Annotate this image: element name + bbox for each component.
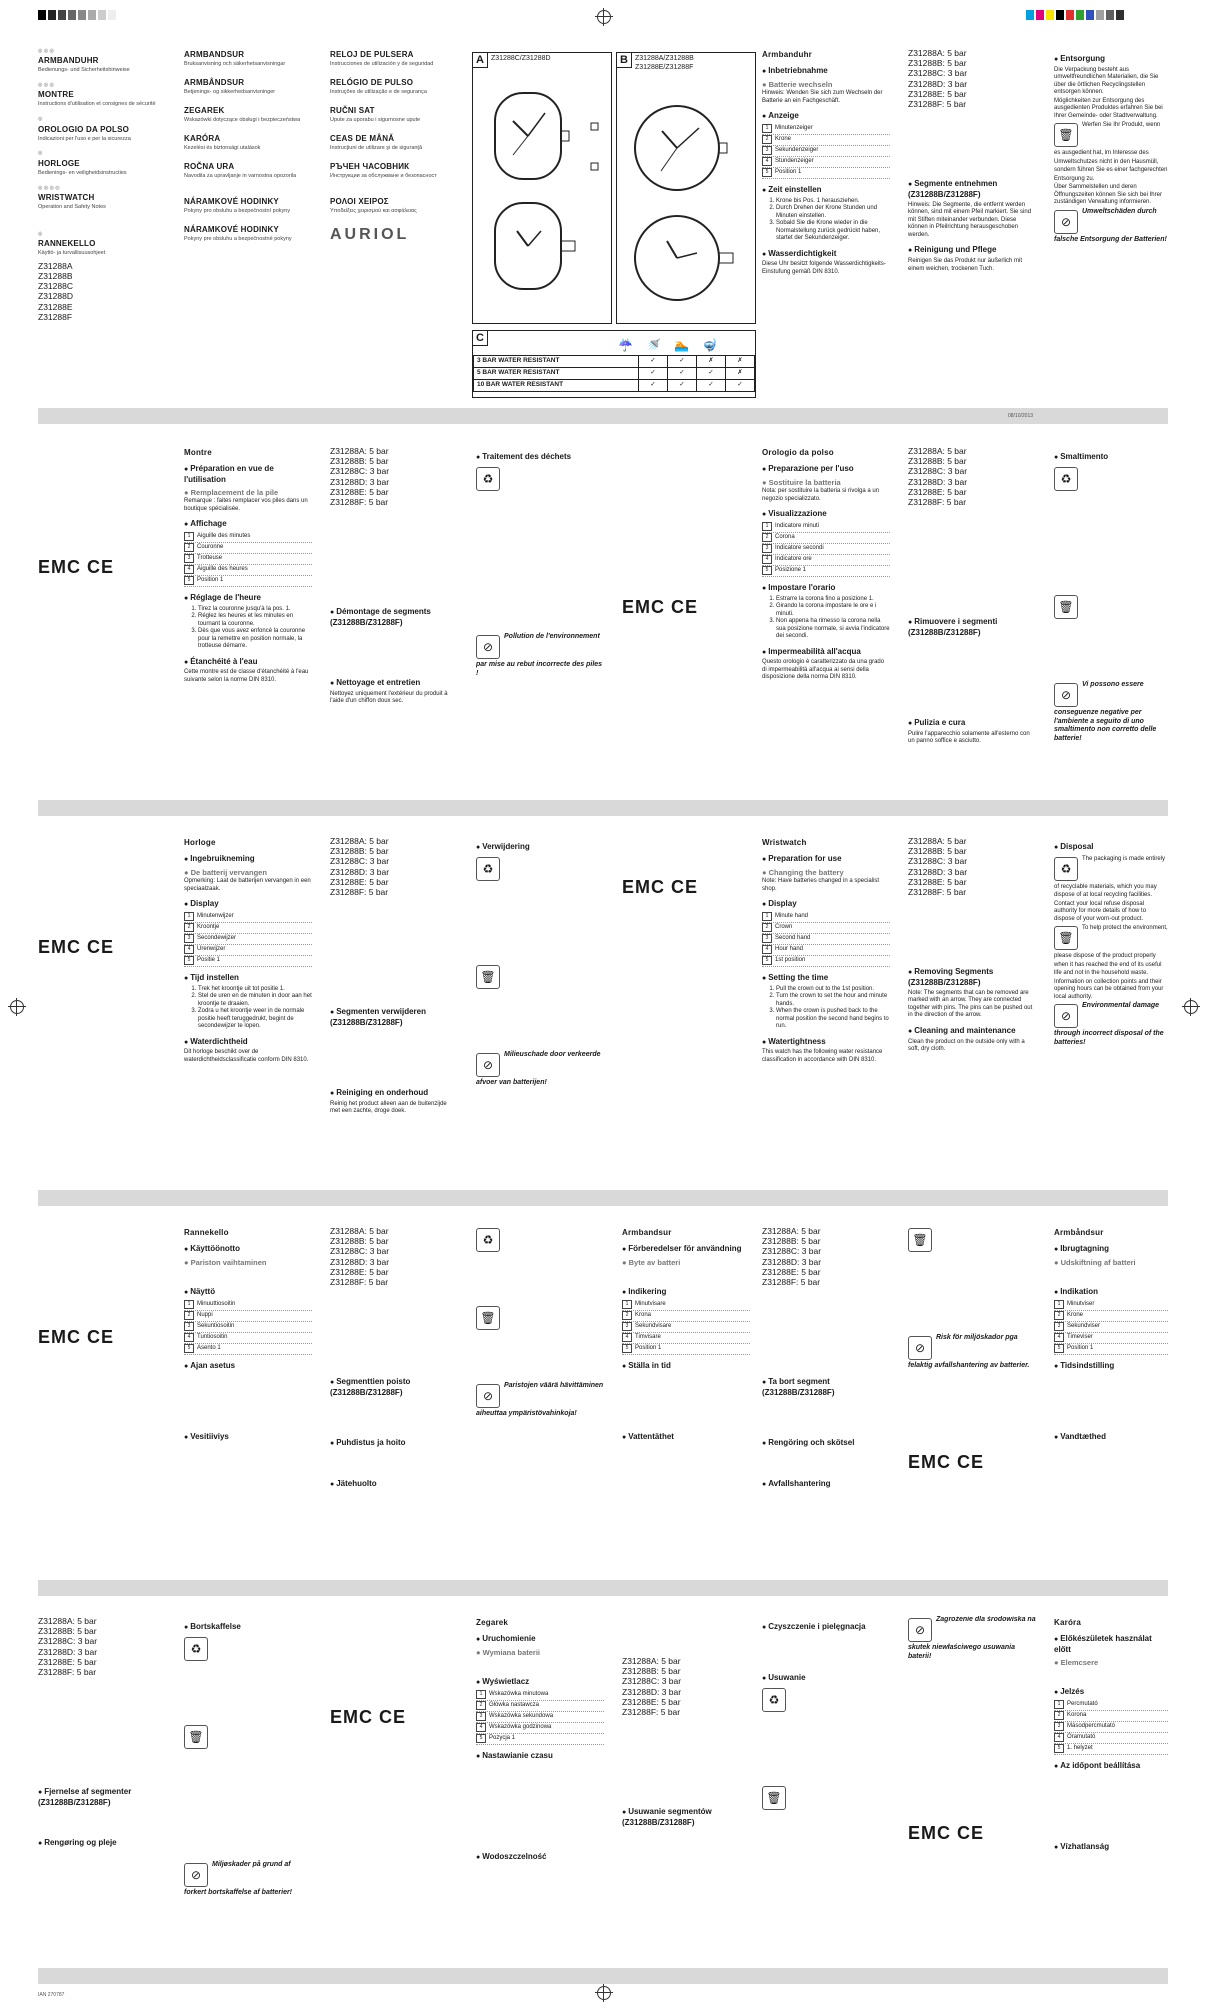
print-color-bar bbox=[1026, 10, 1124, 20]
title-block: РЪЧЕН ЧАСОВНИК Инструкции за обслужване и безопасност bbox=[330, 161, 437, 179]
nl-column-3: ● Verwijdering ♻ 🗑 ⊘Milieuschade door verkeerde afvoer van batterijen! bbox=[476, 836, 604, 1088]
display-legend: 1 Minutvisare 2 Krona 3 Sekundvisare 4 Timvisare 5 Position 1 bbox=[622, 1300, 750, 1355]
battery-disposal-icon: ⊘ bbox=[908, 1336, 932, 1360]
battery-disposal-icon: ⊘ bbox=[1054, 1004, 1078, 1028]
row-3 bbox=[38, 836, 1168, 1181]
bar-list: Z31288A: 5 bar Z31288B: 5 bar Z31288C: 3 bar Z31288D: 3 bar Z31288E: 5 bar Z31288F: 5 bar bbox=[762, 1226, 822, 1287]
registration-mark bbox=[10, 1000, 24, 1014]
recycle-icon: ♻ bbox=[476, 467, 500, 491]
fr-column-3: ● Traitement des déchets ♻ ⊘Pollution de l'environnement par mise au rebut incorrecte des piles ! bbox=[476, 446, 604, 678]
fi-column-1: Rannekello ● Käyttöönotto ● Pariston vaihtaminen ● Näyttö 1 Minuuttiosoitin 2 Nuppi 3 Sekuntiosoitin 4 Tuntiosoitin 5 Asento 1 ● Ajan asetus ● Vesitiiviys bbox=[184, 1226, 312, 1444]
title-block: ARMBANDSUR Bruksanvisning och säkerhetsanvisningar bbox=[184, 50, 286, 67]
title-block: ◎ ◎ ◎ ARMBANDUHR Bedienungs- und Sicherheitshinweise bbox=[38, 48, 130, 74]
title-block: RUČNI SAT Upute za uporabu i sigurnosne upute bbox=[330, 105, 421, 123]
recycle-icon: ♻ bbox=[476, 1228, 500, 1252]
table-row: 10 BAR WATER RESISTANT ✓ ✓ ✓ ✓ bbox=[474, 380, 755, 392]
fr-column-1: Montre ● Préparation en vue de l'utilisation ● Remplacement de la pile Remarque : faites remplacer vos piles dans un boutique spécialisée. ● Affichage 1 Aiguille des minutes 2 Couronne 3 Trotteuse 4 Aiguille des heures 5 Position 1 ● Réglage de l'heure 1. Tirez la couronne jusqu'à la pos. 1. 2. Réglez les heures et les minutes en tournant la couronne. 3. Dès que vous avez enfoncé la couronne pour la remettre en position normale, la trotteuse démarre. ● Étanchéité à l'eau Cette montre est de classe d'étanchéité à l'eau suivante selon la norme DIN 8310. bbox=[184, 446, 312, 685]
svg-text:☔: ☔ bbox=[618, 338, 633, 352]
display-legend: 1 Indicatore minuti 2 Corona 3 Indicatore secondi 4 Indicatore ore 5 Posizione 1 bbox=[762, 522, 890, 577]
title-block: RELOJ DE PULSERA Instrucciones de utilización y de seguridad bbox=[330, 50, 434, 67]
recycle-icon: ♻ bbox=[184, 1637, 208, 1661]
da-column-3: ● Bortskaffelse ♻ 🗑 ⊘Miljøskader på grund af forkert bortskaffelse af batterier! bbox=[184, 1616, 312, 1898]
it-column-2: Z31288A: 5 bar Z31288B: 5 bar Z31288C: 3 bar Z31288D: 3 bar Z31288E: 5 bar Z31288F: 5 bar ● Rimuovere i segmenti (Z31288B/Z31288F) ● Pulizia e cura Pulire l'apparecchio solamente all'esterno con un panno soffice e asciutto. bbox=[908, 446, 1036, 747]
display-legend: 1 Minuuttiosoitin 2 Nuppi 3 Sekuntiosoitin 4 Tuntiosoitin 5 Asento 1 bbox=[184, 1300, 312, 1355]
svg-text:🏊: 🏊 bbox=[674, 338, 689, 352]
title-column-3 bbox=[330, 48, 458, 245]
display-legend: 1 Minute hand 2 Crown 3 Second hand 4 Hour hand 5 1st position bbox=[762, 912, 890, 967]
recycle-icon: ♻ bbox=[762, 1688, 786, 1712]
it-column-1: Orologio da polso ● Preparazione per l'uso ● Sostituire la batteria Nota: per sostituire la batteria si rivolga a un negozio specializzato. ● Visualizzazione 1 Indicatore minuti 2 Corona 3 Indicatore secondi 4 Indicatore ore 5 Posizione 1 ● Impostare l'orario 1. Estrarre la corona fino a posizione 1. 2. Girando la corona impostare le ore e i minuti. 3. Non appena ha rimesso la corona nella sua posizione normale, si avvia l'indicatore dei secondi. ● Impermeabilità all'acqua Questo orologio è caratterizzato da una grado di impermeabilità all'acqua ai sensi della disposizione della norma DIN 8310. bbox=[762, 446, 890, 683]
fi-column-3: ♻ 🗑 ⊘Paristojen väärä hävittäminen aiheuttaa ympäristövahinkoja! bbox=[476, 1226, 604, 1419]
svg-text:🚿: 🚿 bbox=[646, 338, 661, 352]
row-1 bbox=[38, 48, 1168, 400]
crossed-bin-icon: 🗑 bbox=[184, 1725, 208, 1749]
title-block: KARÓRA Kezelési és biztonsági utalások bbox=[184, 133, 261, 151]
page-separator bbox=[38, 1968, 1168, 1984]
registration-mark bbox=[1184, 1000, 1198, 1014]
bar-list: Z31288A: 5 bar Z31288B: 5 bar Z31288C: 3 bar Z31288D: 3 bar Z31288E: 5 bar Z31288F: 5 bar bbox=[908, 48, 968, 109]
row-5 bbox=[38, 1616, 1168, 1961]
bar-list: Z31288A: 5 bar Z31288B: 5 bar Z31288C: 3 bar Z31288D: 3 bar Z31288E: 5 bar Z31288F: 5 bar bbox=[908, 836, 968, 897]
table-row: 3 BAR WATER RESISTANT ✓ ✓ ✗ ✗ bbox=[474, 356, 755, 368]
figure-panel-b: B Z31288A/Z31288B Z31288E/Z31288F bbox=[616, 52, 756, 324]
crossed-bin-icon: 🗑 bbox=[476, 965, 500, 989]
crossed-bin-icon: 🗑 bbox=[1054, 123, 1078, 147]
display-legend: 1 Minutviser 2 Krone 3 Sekundviser 4 Timeviser 5 Position 1 bbox=[1054, 1300, 1168, 1355]
title-column-1 bbox=[38, 48, 166, 322]
title-block: ◎ ◎ ◎ ◎ WRISTWATCH Operation and Safety Notes bbox=[38, 184, 106, 210]
bar-list: Z31288A: 5 bar Z31288B: 5 bar Z31288C: 3 bar Z31288D: 3 bar Z31288E: 5 bar Z31288F: 5 bar bbox=[330, 1226, 390, 1287]
fr-column-0: EMC CE bbox=[38, 557, 115, 577]
pl-column-3: ● Czyszczenie i pielęgnacja ● Usuwanie ♻ 🗑 bbox=[762, 1616, 890, 1812]
title-block: NÁRAMKOVÉ HODINKY Pokyny pre obsluhu a bezpečnostné pokyny bbox=[184, 225, 292, 243]
title-block: ◎ ◎ ◎ MONTRE Instructions d'utilisation et consignes de sécurité bbox=[38, 82, 156, 108]
nl-column-1: Horloge ● Ingebruikneming ● De batterij vervangen Opmerking: Laat de batterijen vervangen in een speciaalzaak. ● Display 1 Minutenwijzer 2 Kroontje 3 Secondewijzer 4 Urenwijzer 5 Positie 1 ● Tijd instellen 1. Trek het kroontje uit tot positie 1. 2. Stel de uren en de minuten in door aan het kroontje te draaien. 3. Zodra u het kroontje weer in de normale positie heeft teruggedrukt, begint de secondewijzer te lopen. ● Waterdichtheid Dit horloge beschikt over de waterdichtheidsclassificatie conform DIN 8310. bbox=[184, 836, 312, 1065]
figure-panel-c: C ☔ 🚿 🏊 🤿 3 BAR WATER RESISTANT ✓ ✓ ✗ ✗ 5 BAR WATER RESISTANT ✓ ✓ ✓ ✗ 10 BAR WATER RESISTANT ✓ ✓ ✓ ✓ bbox=[472, 330, 756, 398]
bar-list: Z31288A: 5 bar Z31288B: 5 bar Z31288C: 3 bar Z31288D: 3 bar Z31288E: 5 bar Z31288F: 5 bar bbox=[330, 836, 390, 897]
title-block: ◎ HORLOGE Bedienings- en veiligheidsinstructies bbox=[38, 150, 127, 176]
recycle-icon: ♻ bbox=[476, 857, 500, 881]
row-2 bbox=[38, 446, 1168, 786]
crossed-bin-icon: 🗑 bbox=[1054, 595, 1078, 619]
sv-column-2: Z31288A: 5 bar Z31288B: 5 bar Z31288C: 3 bar Z31288D: 3 bar Z31288E: 5 bar Z31288F: 5 bar ● Ta bort segment (Z31288B/Z31288F) ● Rengöring och skötsel ● Avfallshantering bbox=[762, 1226, 890, 1491]
recycle-icon: ♻ bbox=[1054, 857, 1078, 881]
sv-column-1: Armbandsur ● Förberedelser för användning ● Byte av batteri ● Indikering 1 Minutvisare 2 Krona 3 Sekundvisare 4 Timvisare 5 Position 1 ● Ställa in tid ● Vattentäthet bbox=[622, 1226, 750, 1444]
title-block: NÁRAMKOVÉ HODINKY Pokyny pro obsluhu a bezpečnostní pokyny bbox=[184, 197, 291, 215]
page-separator bbox=[38, 800, 1168, 816]
it-column-0: EMC CE bbox=[622, 597, 699, 617]
model-list: Z31288A Z31288B Z31288C Z31288D Z31288E Z31288F bbox=[38, 260, 73, 322]
water-resistance-table bbox=[473, 355, 755, 392]
watch-rectangular-illustration bbox=[473, 53, 611, 323]
battery-disposal-icon: ⊘ bbox=[1054, 683, 1078, 707]
da-column-2: Z31288A: 5 bar Z31288B: 5 bar Z31288C: 3 bar Z31288D: 3 bar Z31288E: 5 bar Z31288F: 5 bar ● Fjernelse af segmenter (Z31288B/Z31288F) ● Rengøring og pleje bbox=[38, 1616, 166, 1851]
da-column-4: EMC CE bbox=[330, 1707, 407, 1727]
pl-column-2: Z31288A: 5 bar Z31288B: 5 bar Z31288C: 3 bar Z31288D: 3 bar Z31288E: 5 bar Z31288F: 5 bar ● Usuwanie segmentów (Z31288B/Z31288F) bbox=[622, 1616, 750, 1830]
fr-column-2: Z31288A: 5 bar Z31288B: 5 bar Z31288C: 3 bar Z31288D: 3 bar Z31288E: 5 bar Z31288F: 5 bar ● Démontage de segments (Z31288B/Z31288F) ● Nettoyage et entretien Nettoyez uniquement l'extérieur du produit à l'aide d'un chiffon doux sec. bbox=[330, 446, 458, 707]
fi-column-0: EMC CE bbox=[38, 1327, 115, 1347]
en-column-1: Wristwatch ● Preparation for use ● Changing the battery Note: Have batteries changed in a specialist shop. ● Display 1 Minute hand 2 Crown 3 Second hand 4 Hour hand 5 1st position ● Setting the time 1. Pull the crown out to the 1st position. 2. Turn the crown to set the hour and minute hands. 3. When the crown is pushed back to the normal position the second hand begins to run. ● Watertightness This watch has the following water resistance classification in accordance with DIN 8310. bbox=[762, 836, 890, 1065]
brand-logo: AURIOL bbox=[330, 226, 410, 244]
title-block: ZEGAREK Wskazówki dotyczące obsługi i bezpieczeństwa bbox=[184, 105, 301, 123]
sv-column-3: 🗑 ⊘Risk för miljöskador pga felaktig avfallshantering av batterier. EMC CE bbox=[908, 1226, 1036, 1483]
registration-mark bbox=[597, 10, 611, 24]
table-row: 5 BAR WATER RESISTANT ✓ ✓ ✓ ✗ bbox=[474, 368, 755, 380]
title-block: ◎ RANNEKELLO Käyttö- ja turvallisuusohjeet bbox=[38, 230, 106, 256]
fi-column-2: Z31288A: 5 bar Z31288B: 5 bar Z31288C: 3 bar Z31288D: 3 bar Z31288E: 5 bar Z31288F: 5 bar ● Segmenttien poisto (Z31288B/Z31288F) ● Puhdistus ja hoito ● Jätehuolto bbox=[330, 1226, 458, 1491]
page-separator bbox=[38, 1190, 1168, 1206]
bar-list: Z31288A: 5 bar Z31288B: 5 bar Z31288C: 3 bar Z31288D: 3 bar Z31288E: 5 bar Z31288F: 5 bar bbox=[622, 1656, 682, 1717]
display-legend: 1 Minutenzeiger 2 Krone 3 Sekundenzeiger 4 Stundenzeiger 5 Position 1 bbox=[762, 124, 890, 179]
bar-list: Z31288A: 5 bar Z31288B: 5 bar Z31288C: 3 bar Z31288D: 3 bar Z31288E: 5 bar Z31288F: 5 bar bbox=[38, 1616, 98, 1677]
footer-print-info: IAN 270787 bbox=[38, 1992, 65, 1998]
title-block: ◎ OROLOGIO DA POLSO Indicazioni per l'uso e per la sicurezza bbox=[38, 116, 131, 142]
battery-disposal-icon: ⊘ bbox=[184, 1863, 208, 1887]
svg-text:🤿: 🤿 bbox=[702, 338, 717, 352]
en-column-0: EMC CE bbox=[622, 877, 699, 897]
row-4 bbox=[38, 1226, 1168, 1571]
crossed-bin-icon: 🗑 bbox=[1054, 926, 1078, 950]
de-column-3: ● Entsorgung Die Verpackung besteht aus umweltfreundlichen Materialien, die Sie über die örtlichen Recyclingstellen entsorgen können. Möglichkeiten zur Entsorgung des ausgedienten Produktes erfahren Sie bei Ihrer Gemeinde- oder Stadtverwaltung. 🗑Werfen Sie Ihr Produkt, wenn es ausgedient hat, im Interesse des Umweltschutzes nicht in den Hausmüll, sondern führen Sie es einer fachgerechten Entsorgung zu. Über Sammelstellen und deren Öffnungszeiten können Sie sich bei Ihrer zuständigen Verwaltung informieren. ⊘Umweltschäden durch falsche Entsorgung der Batterien! bbox=[1054, 48, 1168, 245]
pl-column-1: Zegarek ● Uruchomienie ● Wymiana baterii ● Wyświetlacz 1 Wskazówka minutowa 2 Główka nastawcza 3 Wskazówka sekundowa 4 Wskazówka godzinowa 5 Pozycja 1 ● Nastawianie czasu ● Wodoszczelność bbox=[476, 1616, 604, 1864]
print-color-bar bbox=[38, 10, 116, 20]
de-column-1: Armbanduhr ● Inbetriebnahme ● Batterie wechseln Hinweis: Wenden Sie sich zum Wechseln der Batterie an ein Fachgeschäft. ● Anzeige 1 Minutenzeiger 2 Krone 3 Sekundenzeiger 4 Stundenzeiger 5 Position 1 ● Zeit einstellen 1. Krone bis Pos. 1 herausziehen. 2. Durch Drehen der Krone Stunden und Minuten einstellen. 3. Sobald Sie die Krone wieder in die Normalstellung zurück gedrückt haben, startet der Sekundenzeiger. ● Wasserdichtigkeit Diese Uhr besitzt folgende Wasserdichtigkeits-Einstufung gemäß DIN 8310. bbox=[762, 48, 890, 277]
it-column-3: ● Smaltimento ♻ 🗑 ⊘Vi possono essere conseguenze negative per l'ambiente a seguito di uno smaltimento non corretto delle batterie! bbox=[1054, 446, 1168, 744]
title-block: ΡΟΛΟΙ ΧΕΙΡΟΣ Υποδείξεις χειρισμού και ασφάλειας bbox=[330, 197, 417, 215]
crossed-bin-icon: 🗑 bbox=[762, 1786, 786, 1810]
time-steps: 1. Krone bis Pos. 1 herausziehen. 2. Durch Drehen der Krone Stunden und Minuten einstellen. 3. Sobald Sie die Krone wieder in die Normalstellung zurück gedrückt haben, startet der Sekundenzeiger. bbox=[762, 198, 890, 243]
da-column-1: Armbåndsur ● Ibrugtagning ● Udskiftning af batteri ● Indikation 1 Minutviser 2 Krone 3 Sekundviser 4 Timeviser 5 Position 1 ● Tidsindstilling ● Vandtæthed bbox=[1054, 1226, 1168, 1444]
page-separator bbox=[38, 1580, 1168, 1596]
nl-column-2: Z31288A: 5 bar Z31288B: 5 bar Z31288C: 3 bar Z31288D: 3 bar Z31288E: 5 bar Z31288F: 5 bar ● Segmenten verwijderen (Z31288B/Z31288F) ● Reiniging en onderhoud Reinig het product alleen aan de buitenzijde met een zachte, droge doek. bbox=[330, 836, 458, 1117]
title-block: ARMBÅNDSUR Betjenings- og sikkerhedsanvisninger bbox=[184, 77, 276, 95]
battery-disposal-icon: ⊘ bbox=[476, 1384, 500, 1408]
registration-mark bbox=[597, 1986, 611, 2000]
page-separator: 08/10/2013 bbox=[38, 408, 1168, 424]
bar-list: Z31288A: 5 bar Z31288B: 5 bar Z31288C: 3 bar Z31288D: 3 bar Z31288E: 5 bar Z31288F: 5 bar bbox=[908, 446, 968, 507]
en-column-3: ● Disposal ♻The packaging is made entirely of recyclable materials, which you may dispose of at local recycling facilities. Contact your local refuse disposal authority for more details of how to dispose of your worn-out product. 🗑To help protect the environment, please dispose of the product properly when it has reached the end of its useful life and not in the household waste. Information on collection points and their opening hours can be obtained from your local authority. ⊘Environmental damage through incorrect disposal of the batteries! bbox=[1054, 836, 1168, 1048]
pl-column-4: ⊘Zagrożenie dla środowiska na skutek niewłaściwego usuwania baterii! EMC CE bbox=[908, 1616, 1036, 1843]
display-legend: 1 Aiguille des minutes 2 Couronne 3 Trotteuse 4 Aiguille des heures 5 Position 1 bbox=[184, 532, 312, 587]
nl-column-0: EMC CE bbox=[38, 937, 115, 957]
hu-column-1: Karóra ● Előkészületek használat előtt ● Elemcsere ● Jelzés 1 Percmutató 2 Korona 3 Másodpercmutató 4 Óramutató 5 1. helyzet ● Az időpont beállítása ● Vízhatlanság bbox=[1054, 1616, 1168, 1854]
battery-disposal-icon: ⊘ bbox=[908, 1618, 932, 1642]
title-block: RELÓGIO DE PULSO Instruções de utilização e de segurança bbox=[330, 77, 427, 95]
title-column-2 bbox=[184, 48, 312, 244]
display-legend: 1 Percmutató 2 Korona 3 Másodpercmutató 4 Óramutató 5 1. helyzet bbox=[1054, 1700, 1168, 1755]
en-column-2: Z31288A: 5 bar Z31288B: 5 bar Z31288C: 3 bar Z31288D: 3 bar Z31288E: 5 bar Z31288F: 5 bar ● Removing Segments (Z31288B/Z31288F) Note: The segments that can be removed are marked with an arrow. They are connected together with pins. The pins can be pushed out in the direction of the arrow. ● Cleaning and maintenance Clean the product on the outside only with a soft, dry cloth. bbox=[908, 836, 1036, 1055]
bar-list: Z31288A: 5 bar Z31288B: 5 bar Z31288C: 3 bar Z31288D: 3 bar Z31288E: 5 bar Z31288F: 5 bar bbox=[330, 446, 390, 507]
recycle-icon: ♻ bbox=[1054, 467, 1078, 491]
crossed-bin-icon: 🗑 bbox=[908, 1228, 932, 1252]
de-column-2: Z31288A: 5 bar Z31288B: 5 bar Z31288C: 3 bar Z31288D: 3 bar Z31288E: 5 bar Z31288F: 5 bar ● Segmente entnehmen (Z31288B/Z31288F) Hinweis: Die Segmente, die entfernt werden können, sind mit einem Pfeil markiert. Sie sind mit Stiften miteinander verbunden. Diese können in Pfeilrichtung herausgeschoben werden. ● Reinigung und Pflege Reinigen Sie das Produkt nur äußerlich mit einem weichen, trockenen Tuch. bbox=[908, 48, 1036, 274]
battery-disposal-icon: ⊘ bbox=[1054, 210, 1078, 234]
display-legend: 1 Wskazówka minutowa 2 Główka nastawcza 3 Wskazówka sekundowa 4 Wskazówka godzinowa 5 Pozycja 1 bbox=[476, 1690, 604, 1745]
crossed-bin-icon: 🗑 bbox=[476, 1306, 500, 1330]
watch-round-illustration bbox=[617, 53, 755, 323]
display-legend: 1 Minutenwijzer 2 Kroontje 3 Secondewijzer 4 Urenwijzer 5 Positie 1 bbox=[184, 912, 312, 967]
battery-disposal-icon: ⊘ bbox=[476, 635, 500, 659]
battery-disposal-icon: ⊘ bbox=[476, 1053, 500, 1077]
figure-panel-a: A Z31288C/Z31288D bbox=[472, 52, 612, 324]
title-block: CEAS DE MÂNĂ Instrucţiuni de utilizare şi de siguranţă bbox=[330, 133, 423, 151]
water-activity-icons bbox=[473, 333, 755, 355]
title-block: ROČNA URA Navodila za upravljanje in varnostna opozorila bbox=[184, 161, 297, 179]
